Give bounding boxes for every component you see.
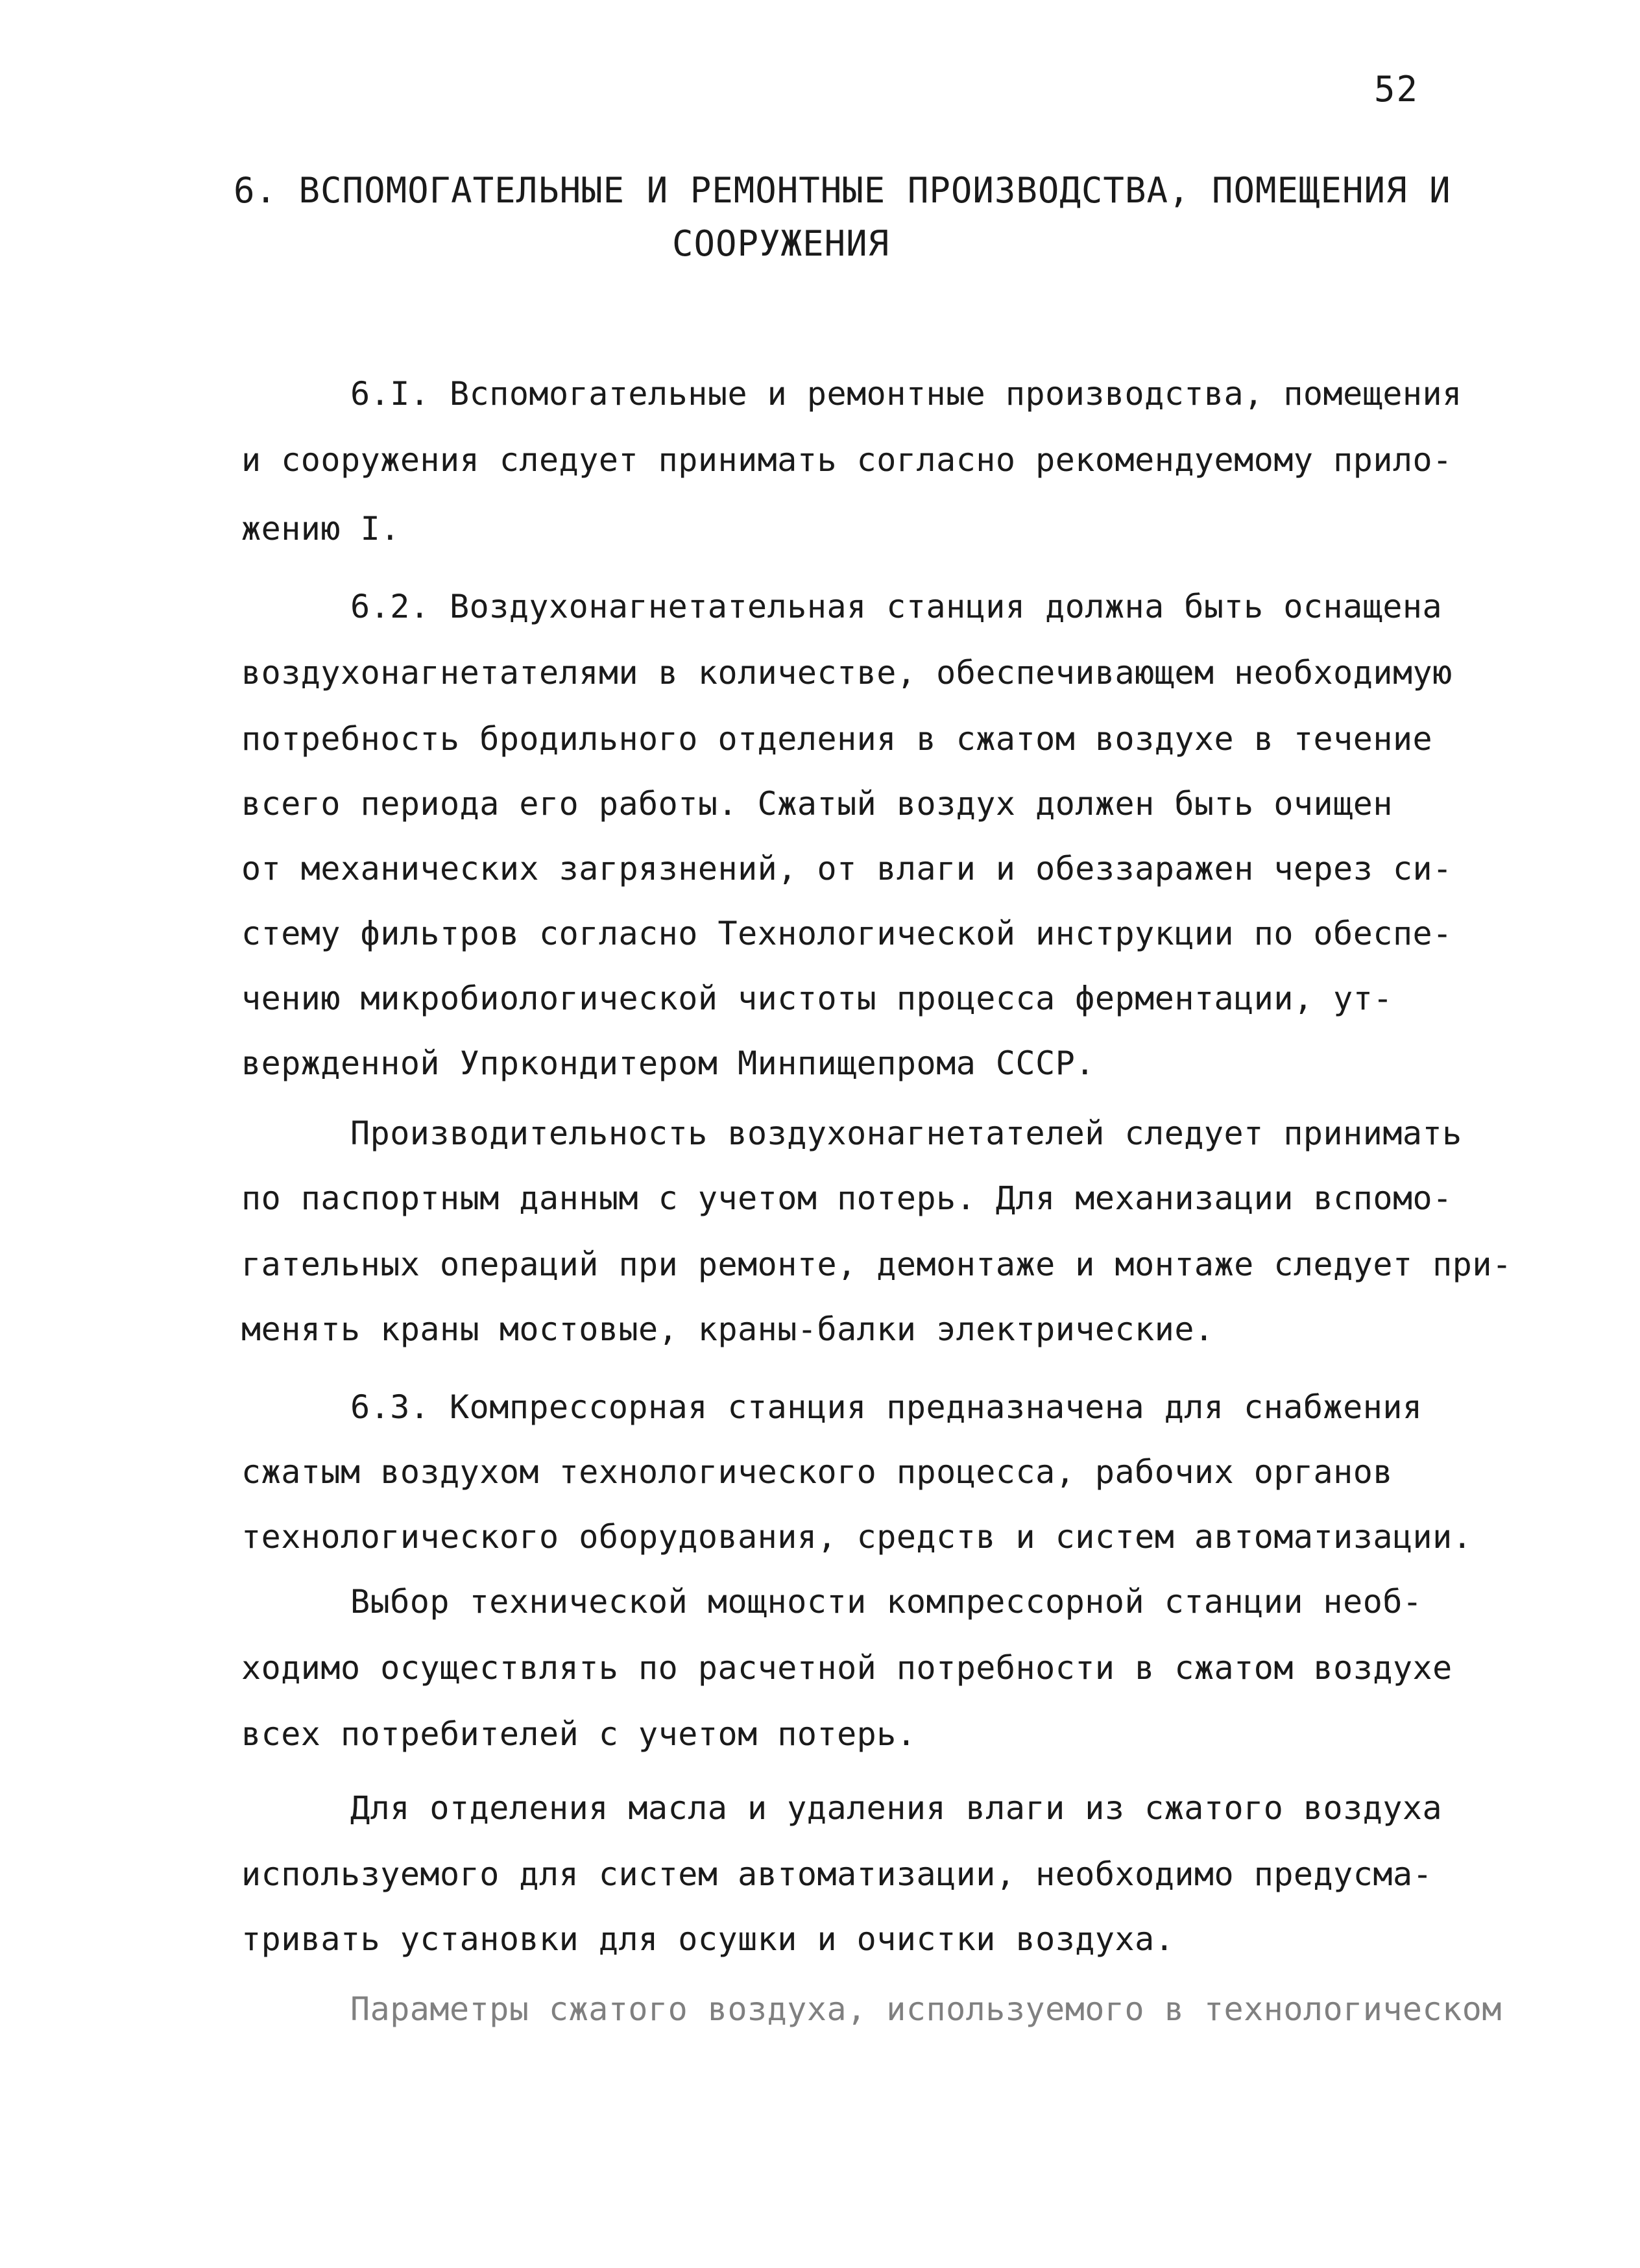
paragraph-6-3-line-1: 6.3. Компрессорная станция предназначена для снабжения (350, 1388, 1423, 1426)
paragraph-6-2-line-3: потребность бродильного отделения в сжатом воздухе в течение (241, 720, 1433, 758)
paragraph-6-1-line-1: 6.I. Вспомогательные и ремонтные производства, помещения (350, 375, 1462, 413)
paragraph-capacity-line-4: менять краны мостовые, краны-балки электрические. (241, 1310, 1214, 1348)
paragraph-6-2-line-6: стему фильтров согласно Технологической инструкции по обеспе- (241, 915, 1453, 952)
paragraph-6-2-line-5: от механических загрязнений, от влаги и обеззаражен через си- (241, 850, 1453, 887)
paragraph-drying-line-3: тривать установки для осушки и очистки воздуха. (241, 1920, 1175, 1958)
paragraph-6-1-line-3: жению I. (241, 510, 400, 548)
paragraph-choice-line-2: ходимо осуществлять по расчетной потребности в сжатом воздухе (241, 1649, 1453, 1687)
paragraph-6-2-line-2: воздухонагнетателями в количестве, обеспечивающем необходимую (241, 654, 1453, 692)
paragraph-parameters-line-1: Параметры сжатого воздуха, используемого в технологическом (350, 1990, 1502, 2028)
paragraph-6-2-line-7: чению микробиологической чистоты процесса ферментации, ут- (241, 980, 1393, 1017)
paragraph-capacity-line-1: Производительность воздухонагнетателей следует принимать (350, 1115, 1462, 1152)
section-heading-line-1: 6. ВСПОМОГАТЕЛЬНЫЕ И РЕМОНТНЫЕ ПРОИЗВОДСТВА, ПОМЕЩЕНИЯ И (234, 170, 1451, 211)
paragraph-drying-line-1: Для отделения масла и удаления влаги из сжатого воздуха (350, 1789, 1443, 1827)
paragraph-6-2-line-4: всего периода его работы. Сжатый воздух должен быть очищен (241, 785, 1393, 823)
paragraph-6-3-line-3: технологического оборудования, средств и систем автоматизации. (241, 1518, 1473, 1556)
paragraph-capacity-line-3: гательных операций при ремонте, демонтаже и монтаже следует при- (241, 1246, 1512, 1283)
page-number: 52 (1374, 69, 1419, 110)
paragraph-drying-line-2: используемого для систем автоматизации, необходимо предусма- (241, 1855, 1433, 1893)
paragraph-6-1-line-2: и сооружения следует принимать согласно рекомендуемому прило- (241, 441, 1453, 479)
section-heading-line-2: СООРУЖЕНИЯ (672, 223, 890, 264)
paragraph-6-3-line-2: сжатым воздухом технологического процесса, рабочих органов (241, 1453, 1393, 1491)
paragraph-choice-line-1: Выбор технической мощности компрессорной станции необ- (350, 1583, 1423, 1621)
paragraph-6-2-line-1: 6.2. Воздухонагнетательная станция должна быть оснащена (350, 588, 1443, 625)
paragraph-capacity-line-2: по паспортным данным с учетом потерь. Для механизации вспомо- (241, 1179, 1453, 1217)
paragraph-6-2-line-8: вержденной Упркондитером Минпищепрома СССР. (241, 1044, 1095, 1082)
paragraph-choice-line-3: всех потребителей с учетом потерь. (241, 1715, 917, 1753)
